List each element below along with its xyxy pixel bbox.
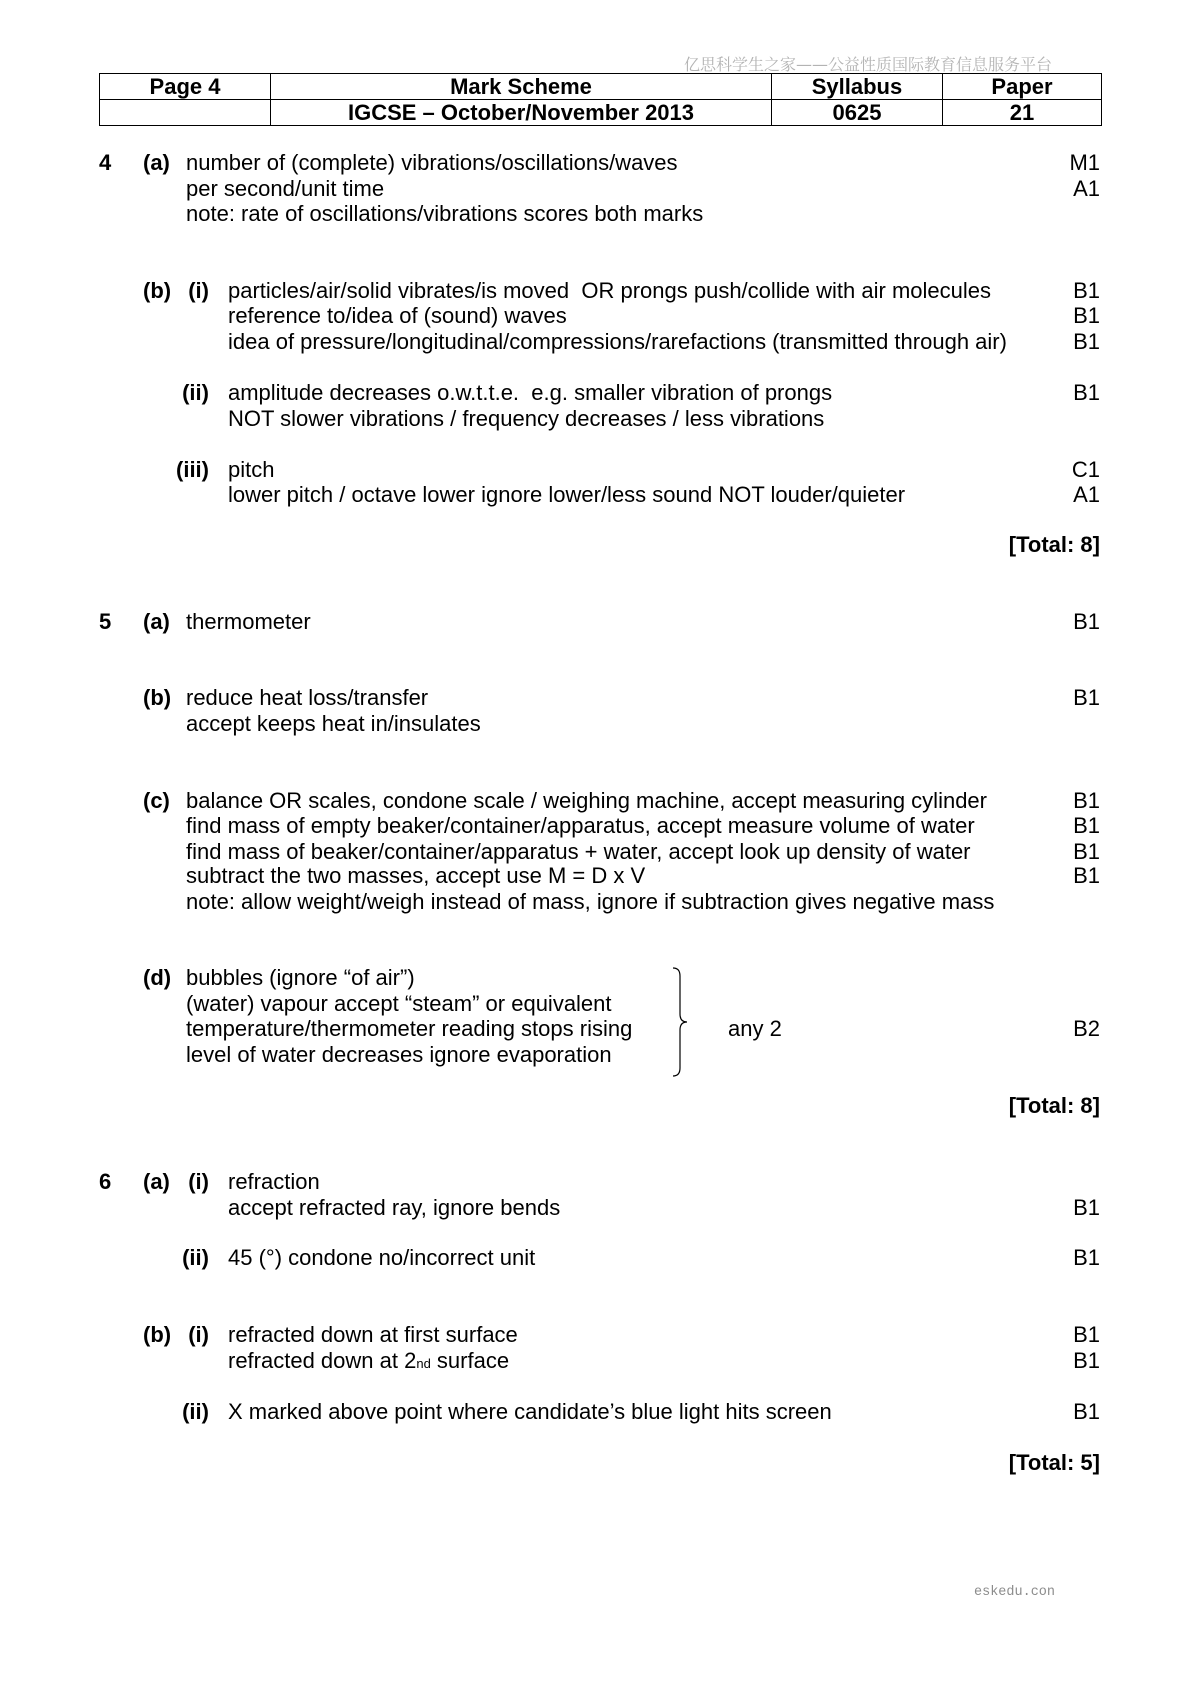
mark-code: B1 <box>1073 839 1100 864</box>
question-total: [Total: 8] <box>1008 1093 1100 1118</box>
part-label: (b) <box>143 1322 172 1347</box>
answer-line <box>0 380 1190 406</box>
answer-line <box>0 150 1190 176</box>
answer-text: idea of pressure/longitudinal/compressions/rarefactions (transmitted through air) <box>228 329 1007 354</box>
answer-line <box>0 201 1190 227</box>
exam-session: IGCSE – October/November 2013 <box>271 100 772 126</box>
mark-code: B1 <box>1073 1195 1100 1220</box>
page-number: Page 4 <box>100 74 271 100</box>
answer-text: pitch <box>228 457 275 482</box>
mark-code: B1 <box>1073 788 1100 813</box>
answer-line <box>0 406 1190 432</box>
answer-text: (water) vapour accept “steam” or equivalent <box>186 991 612 1016</box>
mark-code: B1 <box>1073 1322 1100 1347</box>
part-label: (a) <box>143 150 170 175</box>
answer-line <box>0 329 1190 355</box>
header-row-1 <box>100 74 1102 100</box>
answer-text-main: refracted down at 2 <box>228 1348 417 1373</box>
mark-code: B2 <box>1073 1016 1100 1041</box>
answer-text: thermometer <box>186 609 311 634</box>
answer-line <box>0 1245 1190 1271</box>
answer-text: level of water decreases ignore evaporation <box>186 1042 612 1067</box>
answer-line <box>0 863 1190 889</box>
answer-text: 45 (°) condone no/incorrect unit <box>228 1245 536 1270</box>
question-total: [Total: 8] <box>1008 532 1100 557</box>
mark-code: B1 <box>1073 609 1100 634</box>
answer-text: subtract the two masses, accept use M = D x V <box>186 863 646 888</box>
ordinal-superscript: nd <box>416 1356 431 1371</box>
answer-text: refracted down at first surface <box>228 1322 518 1347</box>
mark-code: A1 <box>1073 482 1100 507</box>
answer-line <box>0 303 1190 329</box>
part-label: (a) <box>143 609 170 634</box>
mark-code: B1 <box>1073 278 1100 303</box>
answer-text: bubbles (ignore “of air”) <box>186 965 415 990</box>
answer-line <box>0 711 1190 737</box>
watermark-text: 亿思科学生之家——公益性质国际教育信息服务平台 <box>684 55 1053 74</box>
answer-text: number of (complete) vibrations/oscillations/waves <box>186 150 678 175</box>
answer-line <box>0 176 1190 202</box>
mark-code: M1 <box>1069 150 1100 175</box>
answer-text: note: allow weight/weigh instead of mass, ignore if subtraction gives negative mass <box>186 889 995 914</box>
answer-line <box>0 1016 1190 1042</box>
subpart-label: (i) <box>188 278 209 303</box>
subpart-label: (i) <box>188 1322 209 1347</box>
mark-code: B1 <box>1073 685 1100 710</box>
curly-brace-path <box>673 968 687 1076</box>
answer-text: X marked above point where candidate’s blue light hits screen <box>228 1399 832 1424</box>
syllabus-code: 0625 <box>772 100 943 126</box>
answer-line <box>0 813 1190 839</box>
answer-text: accept refracted ray, ignore bends <box>228 1195 561 1220</box>
header-empty-cell <box>100 100 271 126</box>
answer-line <box>0 1399 1190 1425</box>
mark-code: B1 <box>1073 813 1100 838</box>
part-label: (b) <box>143 278 172 303</box>
header-table <box>99 73 1102 126</box>
document-type: Mark Scheme <box>271 74 772 100</box>
answer-text <box>228 1348 509 1377</box>
answer-text: per second/unit time <box>186 176 385 201</box>
answer-line <box>0 788 1190 814</box>
answer-line <box>0 965 1190 991</box>
part-label: (d) <box>143 965 172 990</box>
answer-text: find mass of empty beaker/container/apparatus, accept measure volume of water <box>186 813 975 838</box>
answer-text: amplitude decreases o.w.t.t.e. e.g. smaller vibration of prongs <box>228 380 833 405</box>
answer-line <box>0 278 1190 304</box>
answer-line <box>0 457 1190 483</box>
answer-text: temperature/thermometer reading stops rising <box>186 1016 633 1041</box>
mark-code: B1 <box>1073 1245 1100 1270</box>
part-label: (a) <box>143 1169 170 1194</box>
answer-text: reduce heat loss/transfer <box>186 685 429 710</box>
answer-line <box>0 889 1190 915</box>
part-label: (c) <box>143 788 170 813</box>
mark-code: B1 <box>1073 380 1100 405</box>
question-number: 4 <box>99 150 112 175</box>
answer-text: NOT slower vibrations / frequency decreases / less vibrations <box>228 406 825 431</box>
total-line <box>0 1450 1190 1476</box>
answer-line <box>0 839 1190 865</box>
answer-text: particles/air/solid vibrates/is moved OR prongs push/collide with air molecules <box>228 278 991 303</box>
answer-line <box>0 1169 1190 1195</box>
subpart-label: (ii) <box>182 1399 209 1424</box>
question-number: 5 <box>99 609 112 634</box>
header-row-2 <box>100 100 1102 126</box>
any-two-note: any 2 <box>728 1016 782 1041</box>
answer-line <box>0 991 1190 1017</box>
mark-code: B1 <box>1073 1399 1100 1424</box>
syllabus-label: Syllabus <box>772 74 943 100</box>
subpart-label: (ii) <box>182 1245 209 1270</box>
answer-line <box>0 609 1190 635</box>
answer-line <box>0 685 1190 711</box>
answer-text: balance OR scales, condone scale / weighing machine, accept measuring cylinder <box>186 788 987 813</box>
answer-line <box>0 1042 1190 1068</box>
answer-text: accept keeps heat in/insulates <box>186 711 481 736</box>
paper-label: Paper <box>943 74 1102 100</box>
answer-line <box>0 482 1190 508</box>
mark-code: B1 <box>1073 329 1100 354</box>
answer-text: reference to/idea of (sound) waves <box>228 303 567 328</box>
answer-line <box>0 1348 1190 1374</box>
paper-number: 21 <box>943 100 1102 126</box>
answer-line <box>0 1322 1190 1348</box>
subpart-label: (iii) <box>176 457 209 482</box>
footer-site-text: eskedu.con <box>974 1585 1056 1600</box>
mark-code: B1 <box>1073 863 1100 888</box>
mark-code: B1 <box>1073 1348 1100 1373</box>
subpart-label: (ii) <box>182 380 209 405</box>
answer-line <box>0 1195 1190 1221</box>
total-line <box>0 1093 1190 1119</box>
answer-text: find mass of beaker/container/apparatus + water, accept look up density of water <box>186 839 971 864</box>
curly-brace-icon <box>672 967 688 1077</box>
answer-text-tail: surface <box>430 1348 510 1373</box>
mark-code: A1 <box>1073 176 1100 201</box>
mark-code: C1 <box>1071 457 1100 482</box>
total-line <box>0 532 1190 558</box>
answer-text: lower pitch / octave lower ignore lower/less sound NOT louder/quieter <box>228 482 906 507</box>
answer-text: refraction <box>228 1169 320 1194</box>
mark-code: B1 <box>1073 303 1100 328</box>
question-total: [Total: 5] <box>1008 1450 1100 1475</box>
question-number: 6 <box>99 1169 112 1194</box>
part-label: (b) <box>143 685 172 710</box>
subpart-label: (i) <box>188 1169 209 1194</box>
answer-text: note: rate of oscillations/vibrations scores both marks <box>186 201 704 226</box>
